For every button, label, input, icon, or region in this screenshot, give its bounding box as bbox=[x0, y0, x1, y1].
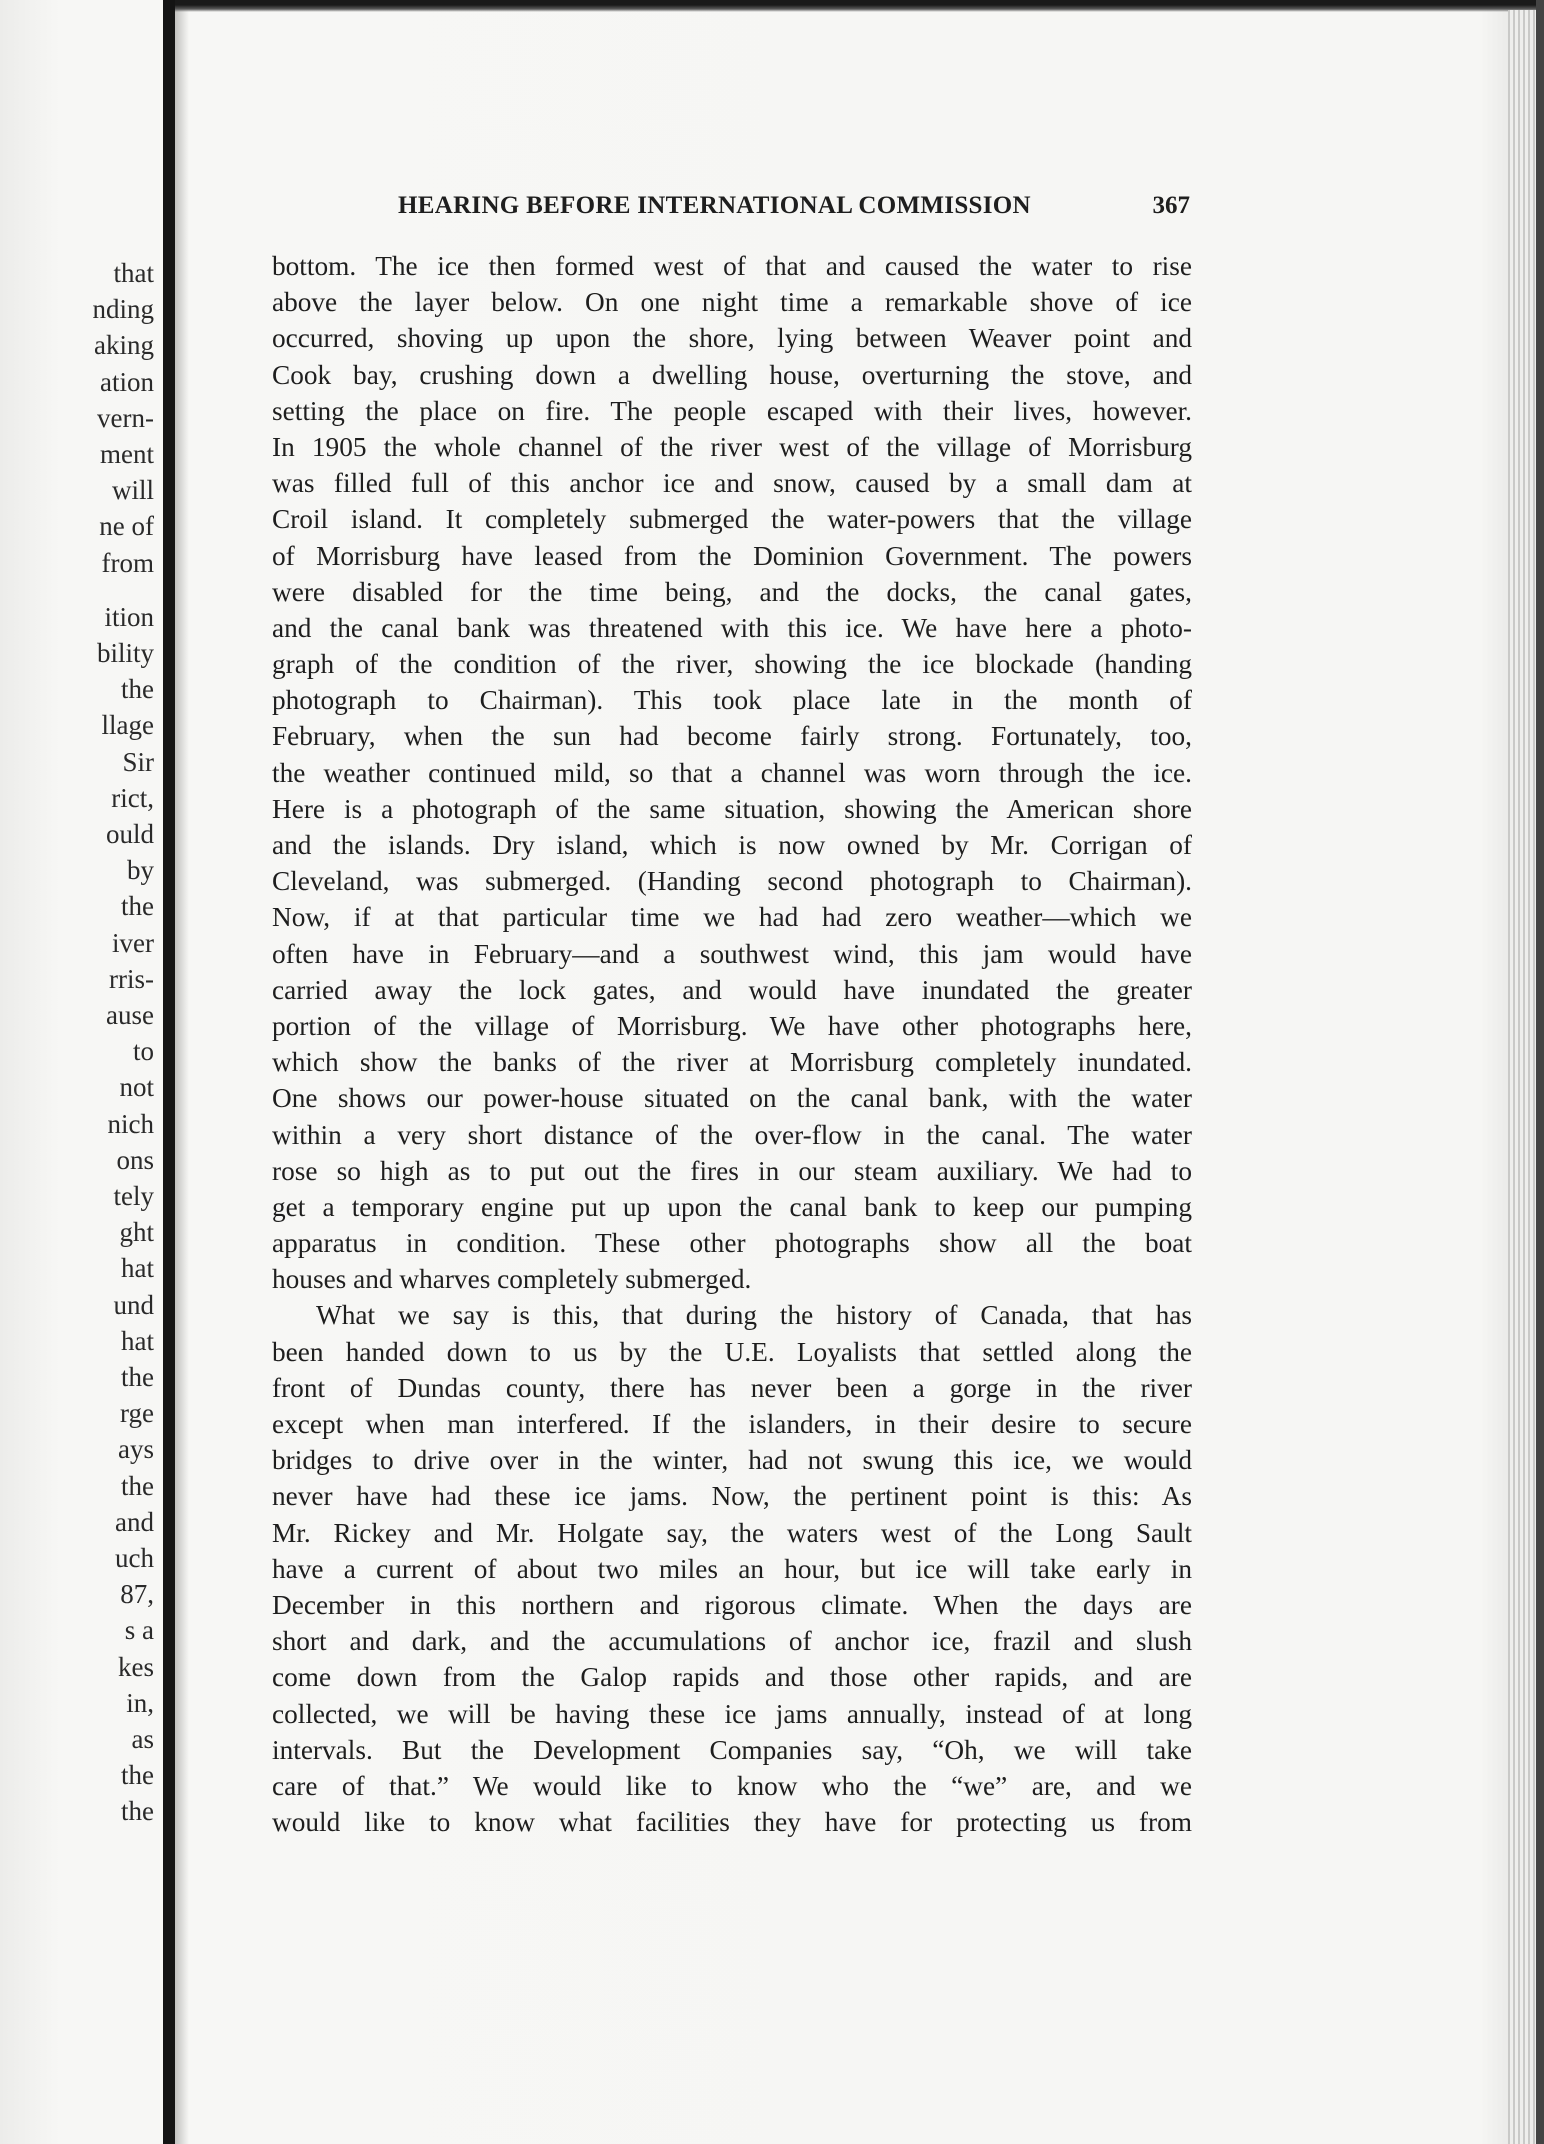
left-page-fragment-line: nding bbox=[92, 294, 154, 325]
text-line: December in this northern and rigorous climate. When the days are bbox=[272, 1589, 1192, 1620]
text-line: never have had these ice jams. Now, the pertinent point is this: As bbox=[272, 1481, 1192, 1512]
left-page-fragment-line: s a bbox=[124, 1615, 154, 1646]
text-line: Now, if at that particular time we had had zero weather—which we bbox=[272, 902, 1192, 933]
text-line: often have in February—and a southwest wind, this jam would have bbox=[272, 938, 1192, 969]
left-page-fragment-line: rict, bbox=[111, 782, 154, 813]
text-line: Cleveland, was submerged. (Handing second photograph to Chairman). bbox=[272, 866, 1192, 897]
text-line: photograph to Chairman). This took place late in the month of bbox=[272, 685, 1192, 716]
left-page-fragment-line: ition bbox=[104, 601, 154, 632]
text-line: and the islands. Dry island, which is now owned by Mr. Corrigan of bbox=[272, 830, 1192, 860]
left-page-fragment-line: Sir bbox=[122, 746, 154, 777]
left-page-fragment-line: the bbox=[121, 1362, 154, 1392]
text-line: In 1905 the whole channel of the river west of the village of Morrisburg bbox=[272, 431, 1192, 462]
left-page-fragment-line: ons bbox=[116, 1144, 154, 1175]
text-line: Here is a photograph of the same situation, showing the American shore bbox=[272, 793, 1192, 824]
left-page-fragment-line: ght bbox=[119, 1217, 154, 1248]
text-line: come down from the Galop rapids and those other rapids, and are bbox=[272, 1662, 1192, 1693]
left-page-fragment-line: hat bbox=[121, 1253, 154, 1284]
left-page-fragment-line: ne of bbox=[99, 511, 154, 542]
text-line: collected, we will be having these ice jams annually, instead of at long bbox=[272, 1698, 1192, 1729]
text-line: were disabled for the time being, and the docks, the canal gates, bbox=[272, 576, 1192, 607]
text-line: would like to know what facilities they have for protecting us from bbox=[272, 1807, 1192, 1838]
text-line: and the canal bank was threatened with this ice. We have here a photo- bbox=[272, 612, 1192, 643]
left-page-fragment-line: the bbox=[121, 1470, 154, 1501]
text-line: Croil island. It completely submerged the water-powers that the village bbox=[272, 504, 1192, 535]
text-line: rose so high as to put out the fires in our steam auxiliary. We had to bbox=[272, 1155, 1192, 1186]
left-page-fragment-line: ment bbox=[100, 439, 154, 469]
left-page-fragment-line: not bbox=[119, 1072, 154, 1103]
left-page-fragment-line: and bbox=[115, 1506, 154, 1537]
text-line: above the layer below. On one night time a remarkable shove of ice bbox=[272, 287, 1192, 318]
left-page-fragment-line: in, bbox=[126, 1687, 154, 1718]
left-page-fragment-line: will bbox=[111, 475, 154, 506]
left-page-fragment-line: the bbox=[121, 1796, 154, 1827]
text-line: carried away the lock gates, and would have inundated the greater bbox=[272, 974, 1192, 1005]
text-line: houses and wharves completely submerged. bbox=[272, 1264, 752, 1295]
left-page-fragment-line: llage bbox=[101, 710, 154, 741]
left-page-fragment-line: the bbox=[121, 674, 154, 705]
text-line: February, when the sun had become fairly strong. Fortunately, too, bbox=[272, 721, 1192, 752]
text-line: was filled full of this anchor ice and snow, caused by a small dam at bbox=[272, 468, 1192, 499]
page-top-edge bbox=[175, 0, 1544, 12]
text-line: the weather continued mild, so that a channel was worn through the ice. bbox=[272, 757, 1192, 788]
paragraph bbox=[272, 248, 1192, 1297]
left-page-fragment-line: rris- bbox=[109, 963, 154, 994]
text-line: intervals. But the Development Companies say, “Oh, we will take bbox=[272, 1734, 1192, 1765]
book-gutter bbox=[163, 0, 175, 2144]
running-header bbox=[270, 192, 1190, 232]
left-page-fragment-line: that bbox=[113, 258, 154, 288]
left-page-fragment-line: tely bbox=[113, 1181, 154, 1211]
text-line: short and dark, and the accumulations of anchor ice, frazil and slush bbox=[272, 1626, 1192, 1657]
left-page-fragment-line: ause bbox=[106, 1000, 154, 1030]
left-page-fragment-line: the bbox=[121, 891, 154, 922]
text-line: of Morrisburg have leased from the Dominion Government. The powers bbox=[272, 540, 1192, 571]
left-page-fragment-line: bility bbox=[96, 638, 154, 668]
text-line: Mr. Rickey and Mr. Holgate say, the waters west of the Long Sault bbox=[272, 1517, 1192, 1548]
body-text bbox=[272, 248, 1192, 1840]
left-page-fragment-line: rge bbox=[120, 1398, 154, 1429]
text-line: except when man interfered. If the islanders, in their desire to secure bbox=[272, 1409, 1192, 1439]
text-line: front of Dundas county, there has never been a gorge in the river bbox=[272, 1372, 1192, 1403]
text-line: care of that.” We would like to know who the “we” are, and we bbox=[272, 1770, 1192, 1801]
text-line: get a temporary engine put up upon the canal bank to keep our pumping bbox=[272, 1191, 1192, 1222]
left-page-fragment-line: aking bbox=[94, 330, 154, 361]
page-right-border bbox=[1536, 0, 1544, 2144]
left-page-fragment-line: nich bbox=[107, 1108, 154, 1139]
left-page-fragment-line: by bbox=[127, 855, 154, 886]
left-page-fragment-line: to bbox=[132, 1036, 154, 1067]
text-line: occurred, shoving up upon the shore, lying between Weaver point and bbox=[272, 323, 1192, 354]
text-line: have a current of about two miles an hour, but ice will take early in bbox=[272, 1553, 1192, 1584]
text-line: One shows our power-house situated on the canal bank, with the water bbox=[272, 1083, 1192, 1114]
left-page-fragment-line: ays bbox=[118, 1434, 154, 1465]
text-line: been handed down to us by the U.E. Loyalists that settled along the bbox=[272, 1336, 1192, 1367]
left-page-fragment-line: as bbox=[131, 1724, 154, 1754]
left-page-fragment-line: vern- bbox=[97, 402, 154, 433]
paragraph bbox=[272, 1297, 1192, 1840]
text-line: apparatus in condition. These other photographs show all the boat bbox=[272, 1228, 1192, 1259]
text-line: bottom. The ice then formed west of that and caused the water to rise bbox=[272, 251, 1192, 281]
text-line: portion of the village of Morrisburg. We have other photographs here, bbox=[272, 1010, 1192, 1041]
text-line: Cook bay, crushing down a dwelling house, overturning the stove, and bbox=[272, 359, 1192, 390]
text-line: setting the place on fire. The people escaped with their lives, however. bbox=[272, 395, 1192, 426]
page-number: 367 bbox=[1152, 192, 1190, 219]
left-page-fragment-line: iver bbox=[112, 927, 154, 958]
left-page-fragment-line: ould bbox=[105, 819, 154, 849]
left-page-fragment-line: kes bbox=[118, 1651, 154, 1682]
left-page-fragment-line: ation bbox=[100, 366, 154, 397]
left-page-fragment-line: the bbox=[121, 1760, 154, 1791]
left-page-fragment-line: und bbox=[113, 1289, 154, 1320]
gutter-shadow bbox=[175, 0, 189, 2144]
text-line: which show the banks of the river at Morrisburg completely inundated. bbox=[272, 1047, 1192, 1078]
left-page-fragment-line: uch bbox=[115, 1543, 154, 1573]
text-line: What we say is this, that during the history of Canada, that has bbox=[316, 1300, 1192, 1331]
running-header-title: HEARING BEFORE INTERNATIONAL COMMISSION bbox=[398, 192, 1031, 219]
text-line: within a very short distance of the over-flow in the canal. The water bbox=[272, 1119, 1192, 1150]
left-page-fragment bbox=[0, 0, 160, 2144]
left-page-fragment-line: from bbox=[101, 547, 154, 578]
left-page-fragment-line: hat bbox=[121, 1325, 154, 1356]
left-page-fragment-line: 87, bbox=[120, 1579, 154, 1610]
text-line: graph of the condition of the river, showing the ice blockade (handing bbox=[272, 649, 1192, 680]
text-line: bridges to drive over in the winter, had not swung this ice, we would bbox=[272, 1445, 1192, 1476]
